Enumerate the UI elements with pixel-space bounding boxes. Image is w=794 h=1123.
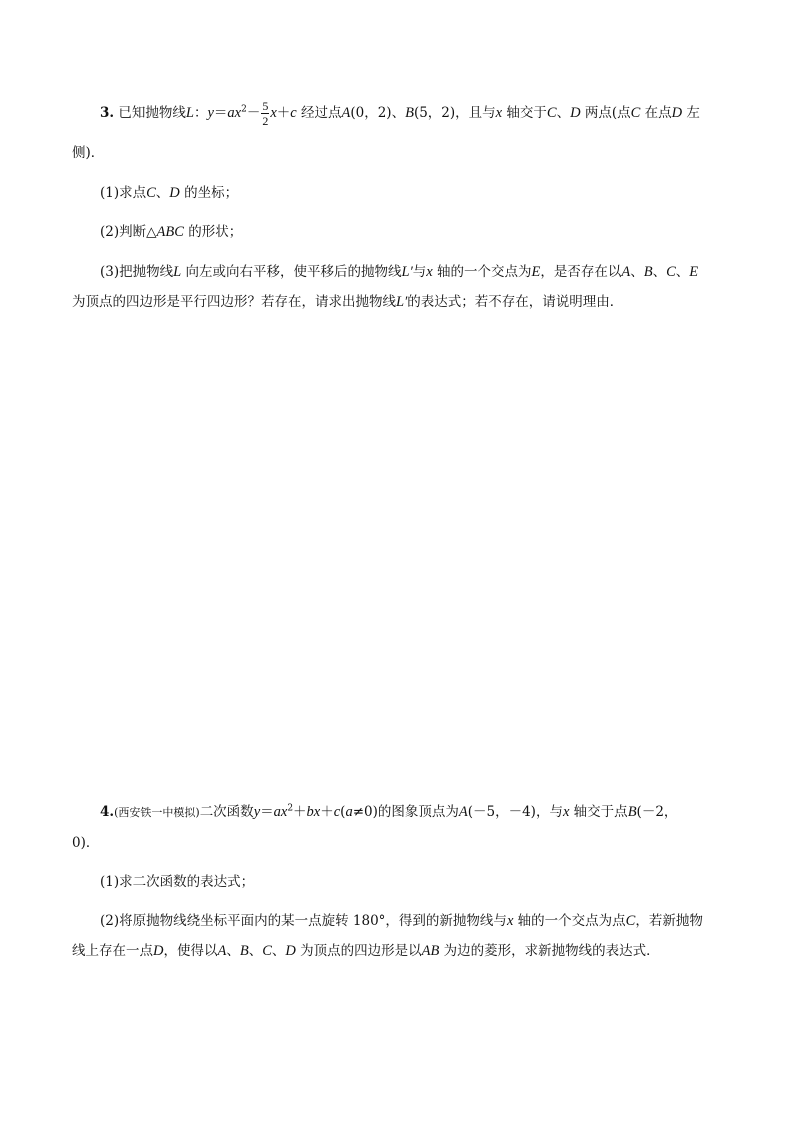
problem-3-stem-line-2: 侧)． [72,145,105,161]
problem-3-question-2: (2)判断△ABC 的形状； [100,224,243,240]
problem-3-question-1: (1)求点C、D 的坐标； [100,185,239,201]
problem-4-question-2-line-1: (2)将原抛物线绕坐标平面内的某一点旋转 180°，得到的新抛物线与x 轴的一个交点为点C，若新抛物 [100,913,703,929]
problem-number: 4. [100,804,115,820]
problem-3-question-3-line-1: (3)把抛物线L 向左或向右平移，使平移后的抛物线L′与x 轴的一个交点为E，是否存在以A、B、C、E [100,264,699,280]
problem-4-stem-line-2: 0)． [72,835,100,851]
problem-4-question-1: (1)求二次函数的表达式； [100,874,255,890]
problem-source: (西安铁一中模拟) [114,806,200,819]
problem-4-question-2-line-2: 线上存在一点D，使得以A、B、C、D 为顶点的四边形是以AB 为边的菱形，求新抛物线的表达式． [72,943,660,959]
fraction-five-halves: $\frac{5}{2}$ [262,99,269,128]
problem-number: 3. [100,105,115,121]
problem-3-question-3-line-2: 为顶点的四边形是平行四边形？若存在，请求出抛物线L′的表达式；若不存在，请说明理由． [72,294,624,310]
problem-4-stem-line-1: 4.(西安铁一中模拟)二次函数$y=ax^2+bx+c(a\ne 0)$的图象顶点为A(－5，－4)，与x 轴交于点B(－2， [100,803,678,820]
problem-3-stem-line-1: 3. 已知抛物线L：$y=ax^2-$ $\frac{5}{2}$ x＋c 经过点A(0，2)、B(5，2)，且与x 轴交于C、D 两点(点C 在点D 左 [100,99,700,128]
